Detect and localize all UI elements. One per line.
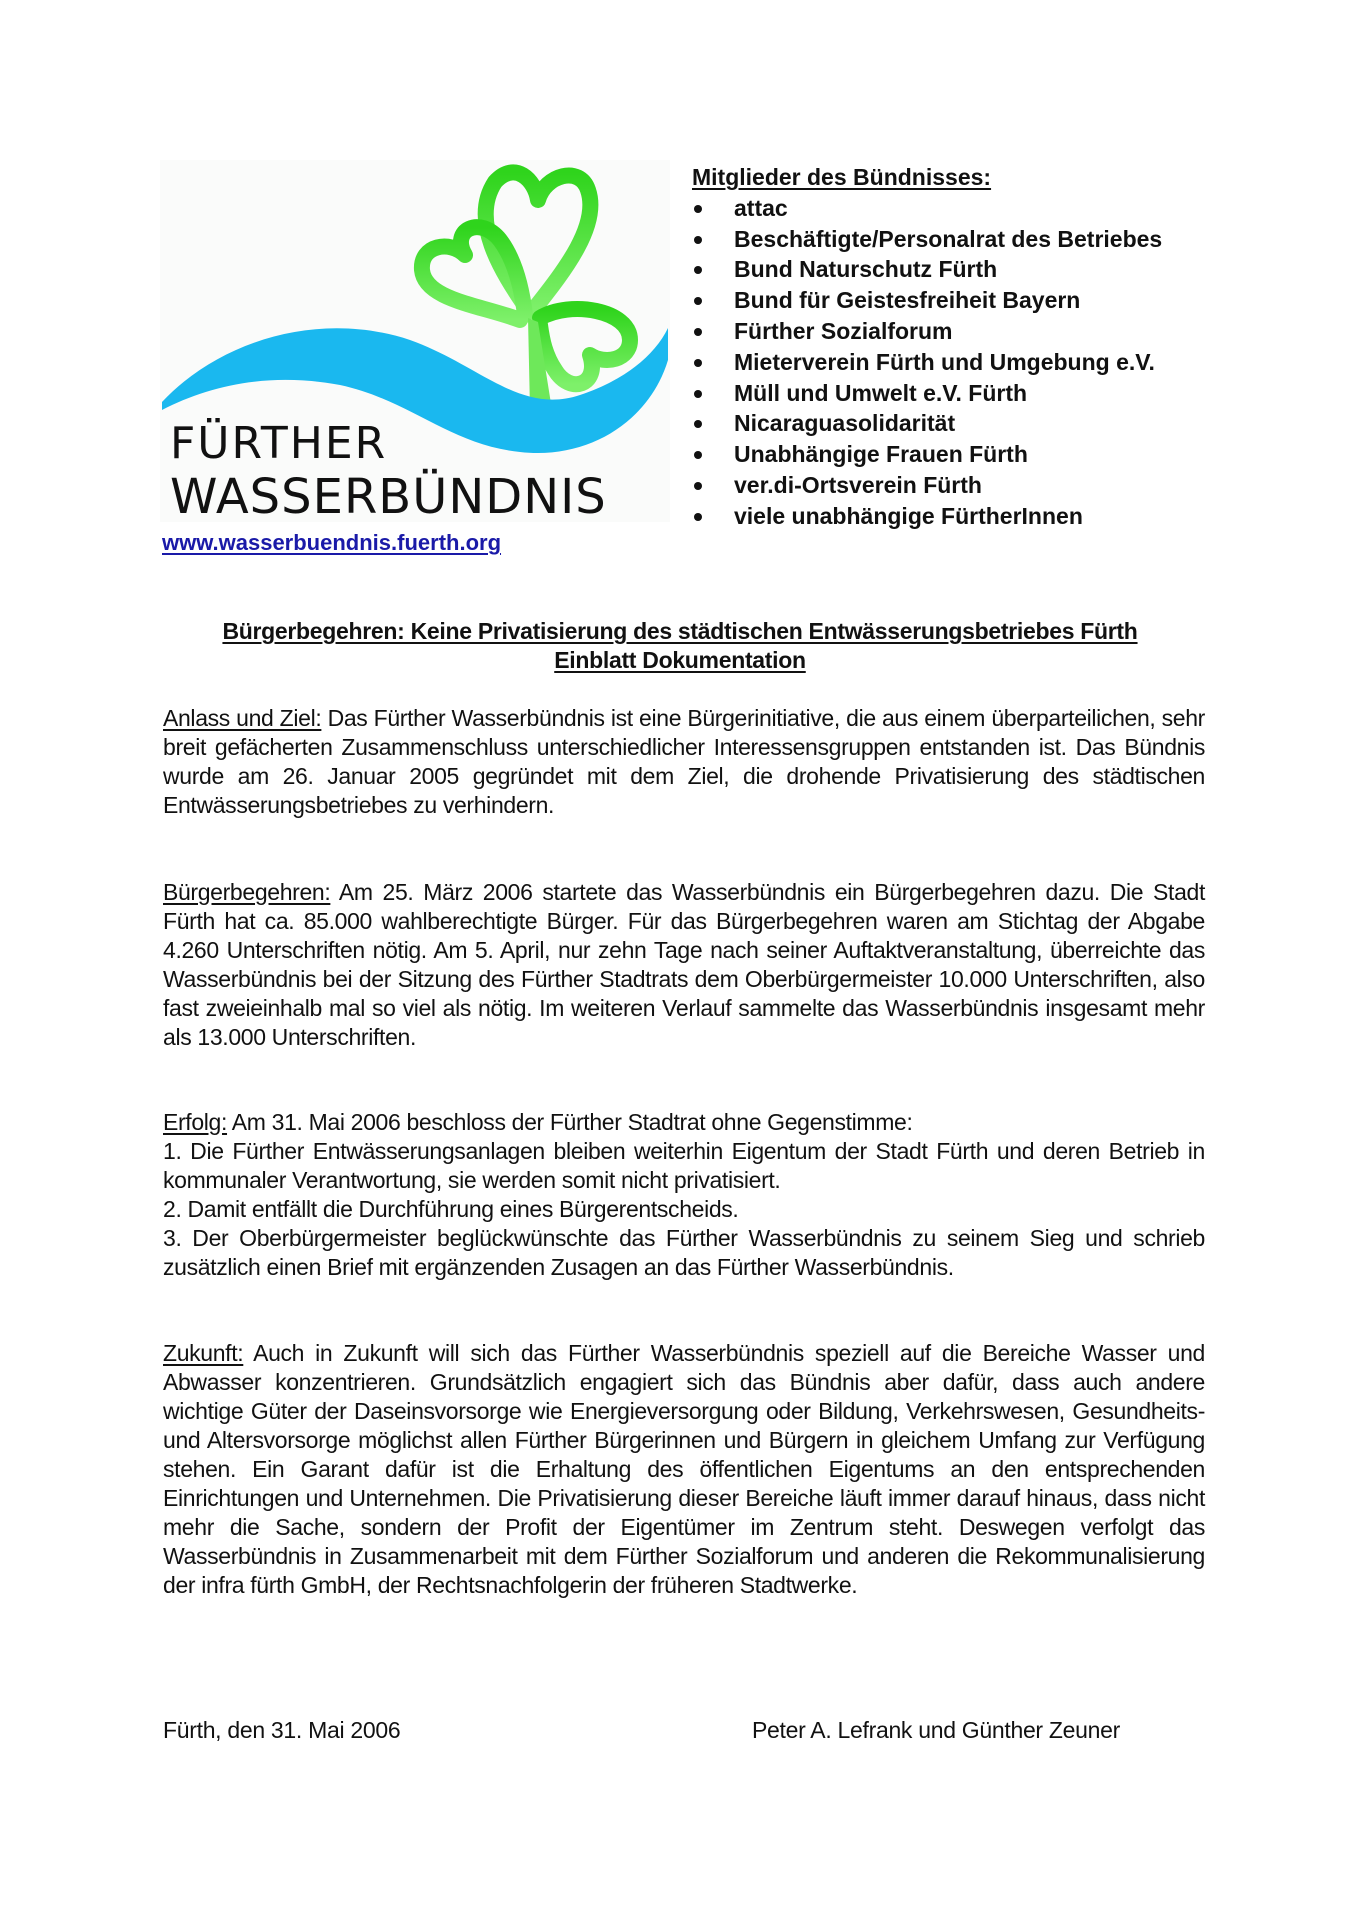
members-title: Mitglieder des Bündnisses: <box>692 164 992 190</box>
document-subtitle: Einblatt Dokumentation <box>554 647 806 673</box>
bullet-icon <box>694 420 702 428</box>
logo-line1: FÜRTHER <box>170 418 388 469</box>
logo-line2: WASSERBÜNDNIS <box>170 469 607 525</box>
section-text: Am 31. Mai 2006 beschloss der Fürther Stadtrat ohne Gegenstimme: <box>227 1109 913 1135</box>
list-item: ver.di-Ortsverein Fürth <box>692 470 1212 501</box>
website-link[interactable]: www.wasserbuendnis.fuerth.org <box>162 530 502 555</box>
list-item: Unabhängige Frauen Fürth <box>692 439 1212 470</box>
section-text: Das Fürther Wasserbündnis ist eine Bürgerinitiative, die aus einem überparteilichen, sehr breit gefächerten Zusammenschluss unterschiedlicher Interessensgruppen entstanden ist. Das Bündnis wurde am 26. Januar 2005 gegründet mit dem Ziel, die drohende Privatisierung des städtischen Entwässerungsbetriebes zu verhindern. <box>163 705 1205 818</box>
section-label: Zukunft: <box>163 1340 244 1366</box>
resolution-point: 1. Die Fürther Entwässerungsanlagen bleiben weiterhin Eigentum der Stadt Fürth und deren Betrieb in kommunaler Verantwortung, sie werden somit nicht privatisiert. <box>163 1138 1205 1193</box>
section-anlass <box>163 704 1205 820</box>
list-item: Mieterverein Fürth und Umgebung e.V. <box>692 347 1212 378</box>
bullet-icon <box>694 390 702 398</box>
place-date: Fürth, den 31. Mai 2006 <box>163 1717 401 1743</box>
members-list <box>692 162 1212 532</box>
resolution-point: 2. Damit entfällt die Durchführung eines Bürgerentscheids. <box>163 1196 739 1222</box>
bullet-icon <box>694 359 702 367</box>
list-item: Bund Naturschutz Fürth <box>692 254 1212 285</box>
bullet-icon <box>694 451 702 459</box>
bullet-icon <box>694 297 702 305</box>
section-text: Am 25. März 2006 startete das Wasserbündnis ein Bürgerbegehren dazu. Die Stadt Fürth hat ca. 85.000 wahlberechtigte Bürger. Für das Bürgerbegehren waren am Stichtag der Abgabe 4.260 Unterschriften nötig. Am 5. April, nur zehn Tage nach seiner Auftaktveranstaltung, überreichte das Wasserbündnis bei der Sitzung des Fürther Stadtrats dem Oberbürgermeister 10.000 Unterschriften, also fast zweieinhalb mal so viel als nötig. Im weiteren Verlauf sammelte das Wasserbündnis insgesamt mehr als 13.000 Unterschriften. <box>163 879 1205 1050</box>
bullet-icon <box>694 482 702 490</box>
section-buergerbegehren <box>163 878 1205 1052</box>
bullet-icon <box>694 266 702 274</box>
section-label: Bürgerbegehren: <box>163 879 331 905</box>
list-item: Fürther Sozialforum <box>692 316 1212 347</box>
bullet-icon <box>694 205 702 213</box>
bullet-icon <box>694 328 702 336</box>
section-text: Auch in Zukunft will sich das Fürther Wasserbündnis speziell auf die Bereiche Wasser und Abwasser konzentrieren. Grundsätzlich engagiert sich das Bündnis aber dafür, dass auch andere wichtige Güter der Daseinsvorsorge wie Energieversorgung oder Bildung, Verkehrswesen, Gesundheits- und Altersvorsorge möglichst allen Fürther Bürgerinnen und Bürgern in gleichem Umfang zur Verfügung stehen. Ein Garant dafür ist die Erhaltung des öffentlichen Eigentums an den entsprechenden Einrichtungen und Unternehmen. Die Privatisierung dieser Bereiche läuft immer darauf hinaus, dass nicht mehr die Sache, sondern der Profit der Eigentümer im Zentrum steht. Deswegen verfolgt das Wasserbündnis in Zusammenarbeit mit dem Fürther Sozialforum und anderen die Rekommunalisierung der infra fürth GmbH, der Rechtsnachfolgerin der früheren Stadtwerke. <box>163 1340 1205 1598</box>
list-item: Beschäftigte/Personalrat des Betriebes <box>692 224 1212 255</box>
bullet-icon <box>694 236 702 244</box>
logo <box>160 160 670 525</box>
list-item: viele unabhängige FürtherInnen <box>692 501 1212 532</box>
list-item: attac <box>692 193 1212 224</box>
section-label: Anlass und Ziel: <box>163 705 322 731</box>
resolution-point: 3. Der Oberbürgermeister beglückwünschte das Fürther Wasserbündnis zu seinem Sieg und schrieb zusätzlich einen Brief mit ergänzenden Zusagen an das Fürther Wasserbündnis. <box>163 1225 1205 1280</box>
section-erfolg <box>163 1108 1205 1282</box>
list-item: Nicaraguasolidarität <box>692 408 1212 439</box>
list-item: Müll und Umwelt e.V. Fürth <box>692 378 1212 409</box>
list-item: Bund für Geistesfreiheit Bayern <box>692 285 1212 316</box>
section-zukunft <box>163 1339 1205 1600</box>
document-title: Bürgerbegehren: Keine Privatisierung des städtischen Entwässerungsbetriebes Fürth <box>222 618 1138 644</box>
authors: Peter A. Lefrank und Günther Zeuner <box>752 1717 1120 1743</box>
bullet-icon <box>694 513 702 521</box>
section-label: Erfolg: <box>163 1109 228 1135</box>
